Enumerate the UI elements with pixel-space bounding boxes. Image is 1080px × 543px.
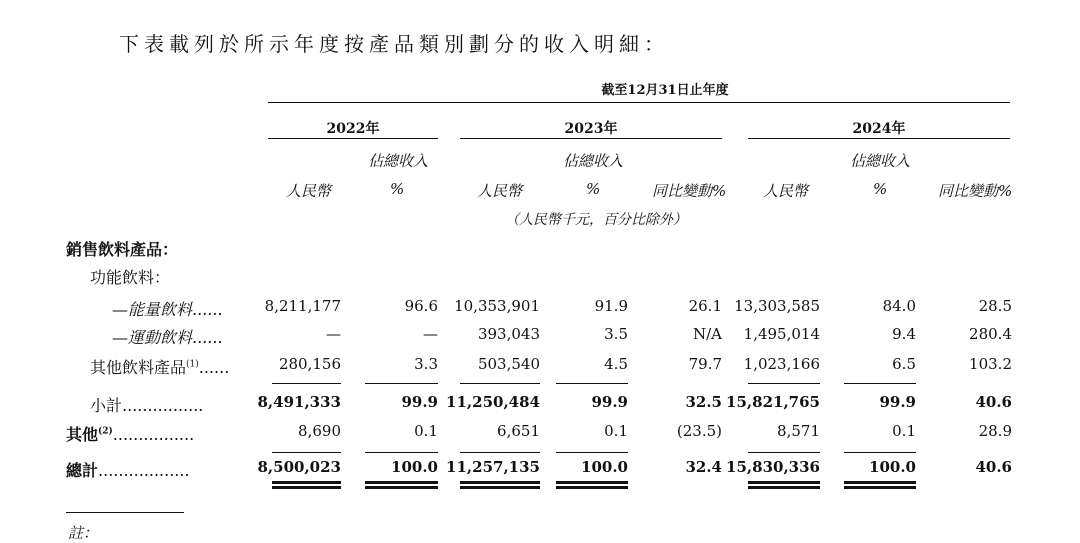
cell-pct-2022: 96.6 bbox=[404, 297, 438, 315]
cell-yoy-2023: 32.5 bbox=[685, 393, 722, 411]
total-rule-c7 bbox=[844, 452, 916, 453]
cell-rmb-2023: 6,651 bbox=[497, 422, 540, 440]
year-2022-rule bbox=[268, 138, 438, 139]
cell-yoy-2024: 280.4 bbox=[969, 325, 1012, 343]
share-header-2024: 佔總收入 bbox=[850, 152, 911, 170]
total-double-rule-c2a bbox=[365, 481, 438, 484]
year-2023: 2023年 bbox=[564, 121, 618, 137]
total-rule-c1 bbox=[272, 452, 341, 453]
cell-pct-2024: 0.1 bbox=[892, 422, 916, 440]
cell-pct-2023: 100.0 bbox=[581, 458, 628, 476]
intro-text: 下表載列於所示年度按產品類別劃分的收入明細： bbox=[119, 32, 669, 56]
cell-pct-2024: 84.0 bbox=[882, 297, 916, 315]
cell-pct-2024: 99.9 bbox=[879, 393, 916, 411]
rmb-header-2022: 人民幣 bbox=[286, 182, 332, 200]
pct-header-2022: % bbox=[390, 180, 405, 198]
cell-rmb-2023: 11,250,484 bbox=[446, 393, 540, 411]
total-double-rule-c2b bbox=[365, 486, 438, 489]
section-title: 銷售飲料產品： bbox=[66, 240, 179, 259]
total-double-rule-c3b bbox=[460, 486, 540, 489]
cell-pct-2024: 100.0 bbox=[869, 458, 916, 476]
cell-rmb-2022: 8,491,333 bbox=[257, 393, 341, 411]
total-double-rule-c1a bbox=[272, 481, 341, 484]
cell-yoy-2023: 79.7 bbox=[688, 355, 722, 373]
total-double-rule-c3a bbox=[460, 481, 540, 484]
year-2023-rule bbox=[460, 138, 722, 139]
cell-rmb-2022: 8,211,177 bbox=[264, 297, 341, 315]
cell-yoy-2024: 40.6 bbox=[975, 458, 1012, 476]
year-2022: 2022年 bbox=[326, 121, 380, 137]
cell-yoy-2023: (23.5) bbox=[676, 422, 722, 440]
notes-label: 註： bbox=[68, 524, 99, 542]
cell-rmb-2024: 15,821,765 bbox=[726, 393, 820, 411]
cell-pct-2023: 0.1 bbox=[604, 422, 628, 440]
cell-pct-2022: 0.1 bbox=[414, 422, 438, 440]
cell-yoy-2023: 32.4 bbox=[685, 458, 722, 476]
cell-pct-2023: 91.9 bbox=[594, 297, 628, 315]
share-header-2023: 佔總收入 bbox=[563, 152, 624, 170]
total-double-rule-c4b bbox=[556, 486, 628, 489]
cell-pct-2023: 4.5 bbox=[604, 355, 628, 373]
total-double-rule-c6b bbox=[748, 486, 820, 489]
subtotal-rule-c1 bbox=[272, 383, 341, 384]
cell-rmb-2024: 8,571 bbox=[777, 422, 820, 440]
cell-rmb-2023: 10,353,901 bbox=[454, 297, 540, 315]
total-rule-c6 bbox=[748, 452, 820, 453]
cell-rmb-2024: 1,023,166 bbox=[743, 355, 820, 373]
cell-rmb-2024: 13,303,585 bbox=[734, 297, 820, 315]
unit-note: （人民幣千元，百分比除外） bbox=[505, 212, 687, 228]
cell-yoy-2024: 28.5 bbox=[978, 297, 1012, 315]
cell-rmb-2022: 8,500,023 bbox=[257, 458, 341, 476]
cell-rmb-2024: 1,495,014 bbox=[743, 325, 820, 343]
cell-pct-2023: 99.9 bbox=[591, 393, 628, 411]
cell-yoy-2024: 40.6 bbox=[975, 393, 1012, 411]
cell-pct-2022: 100.0 bbox=[391, 458, 438, 476]
total-rule-c4 bbox=[556, 452, 628, 453]
row-label-sports: —運動飲料...... bbox=[112, 328, 223, 347]
year-2024-rule bbox=[748, 138, 1010, 139]
subsection-title: 功能飲料： bbox=[90, 268, 171, 287]
cell-rmb-2022: 280,156 bbox=[278, 355, 341, 373]
subtotal-rule-c3 bbox=[460, 383, 540, 384]
row-label-other-beverages: 其他飲料產品$^{(1)}$...... bbox=[90, 358, 230, 377]
notes-rule bbox=[66, 512, 184, 513]
total-rule-c2 bbox=[365, 452, 438, 453]
rmb-header-2023: 人民幣 bbox=[477, 182, 523, 200]
cell-rmb-2024: 15,830,336 bbox=[726, 458, 820, 476]
subtotal-rule-c2 bbox=[365, 383, 438, 384]
subtotal-rule-c7 bbox=[844, 383, 916, 384]
share-header-2022: 佔總收入 bbox=[368, 152, 429, 170]
cell-yoy-2023: 26.1 bbox=[688, 297, 722, 315]
total-double-rule-c7b bbox=[844, 486, 916, 489]
cell-yoy-2023: N/A bbox=[692, 325, 722, 343]
row-label-energy: —能量飲料...... bbox=[112, 300, 223, 319]
cell-rmb-2023: 11,257,135 bbox=[446, 458, 540, 476]
cell-rmb-2022: 8,690 bbox=[298, 422, 341, 440]
period-rule bbox=[268, 102, 1010, 103]
cell-pct-2022: 3.3 bbox=[414, 355, 438, 373]
pct-header-2023: % bbox=[586, 180, 601, 198]
rmb-header-2024: 人民幣 bbox=[763, 182, 809, 200]
cell-pct-2023: 3.5 bbox=[604, 325, 628, 343]
cell-rmb-2023: 503,540 bbox=[477, 355, 540, 373]
total-double-rule-c6a bbox=[748, 481, 820, 484]
subtotal-rule-c6 bbox=[748, 383, 820, 384]
total-double-rule-c7a bbox=[844, 481, 916, 484]
cell-pct-2024: 9.4 bbox=[892, 325, 916, 343]
cell-yoy-2024: 28.9 bbox=[978, 422, 1012, 440]
year-2024: 2024年 bbox=[852, 121, 906, 137]
yoy-header-2023: 同比變動% bbox=[652, 182, 727, 200]
total-double-rule-c1b bbox=[272, 486, 341, 489]
cell-rmb-2023: 393,043 bbox=[477, 325, 540, 343]
cell-rmb-2022: — bbox=[326, 325, 341, 343]
cell-pct-2024: 6.5 bbox=[892, 355, 916, 373]
row-label-subtotal: 小計................ bbox=[90, 396, 204, 415]
row-label-total: 總計.................. bbox=[66, 461, 190, 480]
total-double-rule-c4a bbox=[556, 481, 628, 484]
subtotal-rule-c4 bbox=[556, 383, 628, 384]
pct-header-2024: % bbox=[873, 180, 888, 198]
cell-yoy-2024: 103.2 bbox=[969, 355, 1012, 373]
cell-pct-2022: 99.9 bbox=[401, 393, 438, 411]
total-rule-c3 bbox=[460, 452, 540, 453]
cell-pct-2022: — bbox=[423, 325, 438, 343]
row-label-others: 其他$^{(2)}$................ bbox=[66, 425, 195, 444]
period-header: 截至12月31日止年度 bbox=[601, 83, 729, 98]
yoy-header-2024: 同比變動% bbox=[938, 182, 1013, 200]
